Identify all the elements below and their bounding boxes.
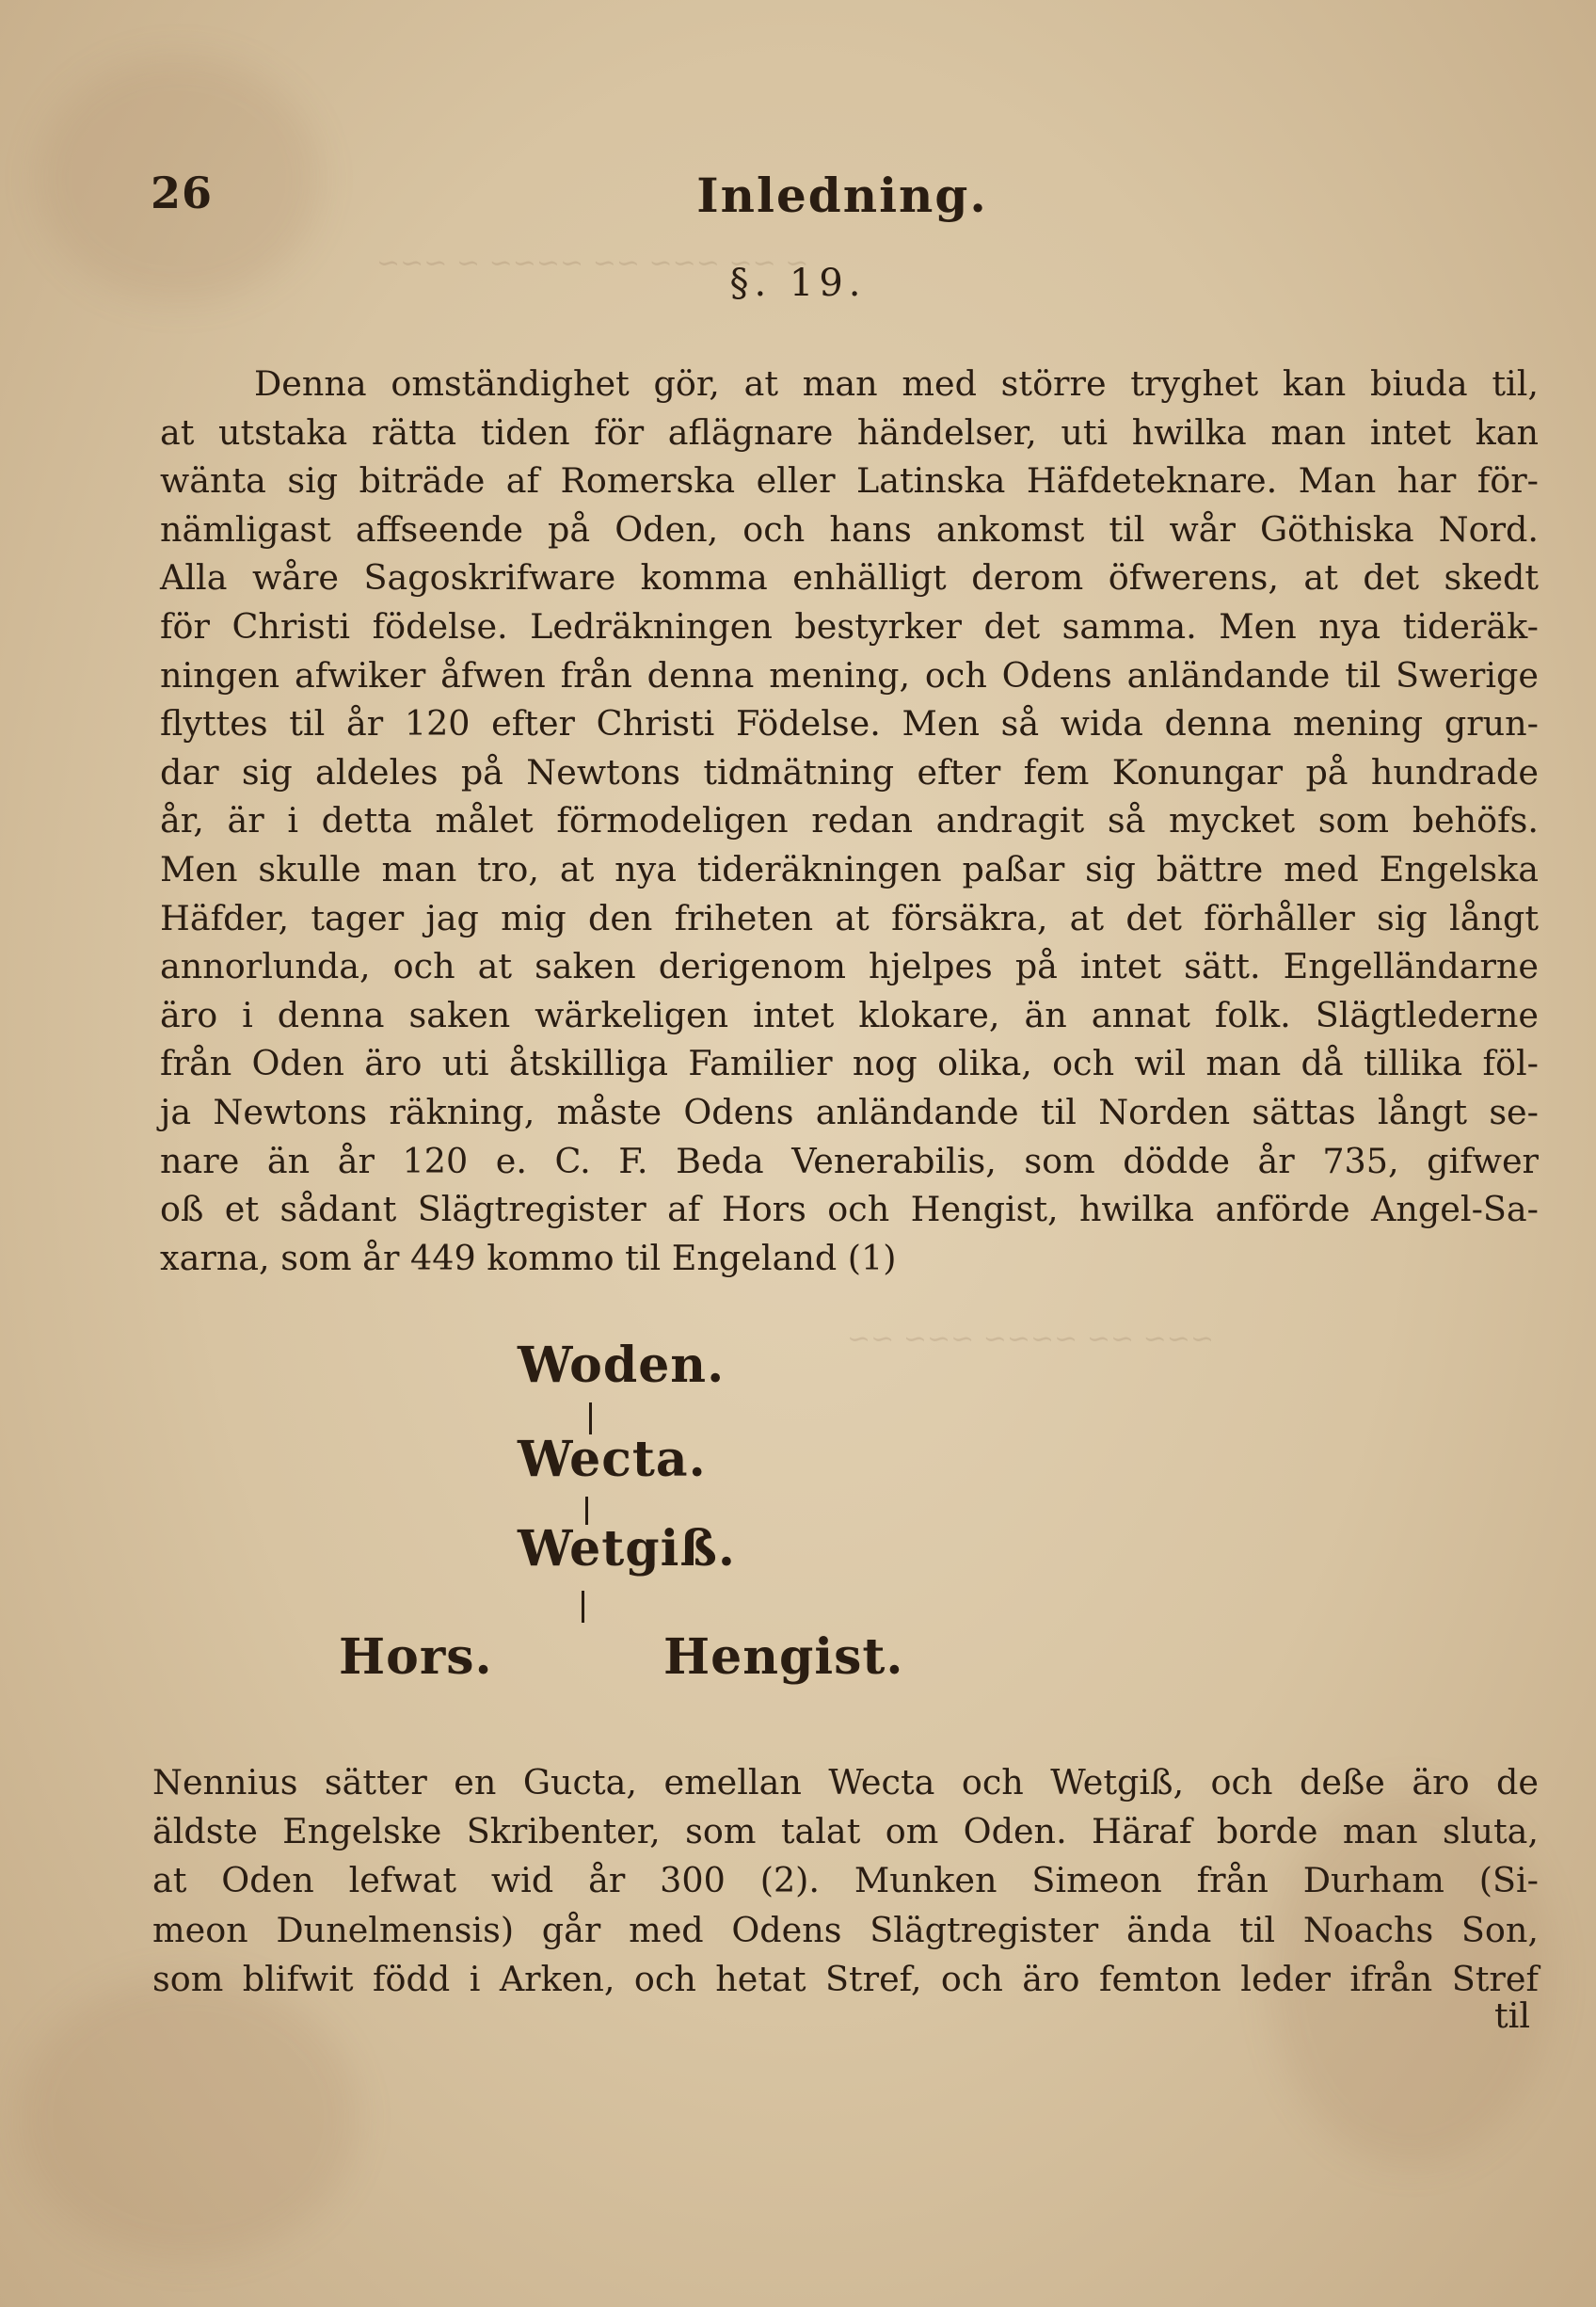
lineage-connector: [589, 1402, 592, 1434]
text-line: flyttes til år 120 efter Christi Födelse. Men så wida denna mening grun-: [160, 703, 1539, 745]
genealogy-name-woden: Woden.: [518, 1337, 726, 1394]
lineage-connector: [582, 1591, 584, 1623]
running-head: Inledning.: [696, 168, 988, 223]
show-through-text: ~~~ ~~ ~~~~ ~~~ ~~: [847, 1322, 1215, 1355]
text-line: Nennius sätter en Gucta, emellan Wecta och Wetgiß, och deße äro de: [152, 1762, 1539, 1802]
show-through-text: ~ ~~ ~~~ ~~ ~~~~ ~ ~~~: [376, 247, 809, 280]
text-line: at utstaka rätta tiden för aflägnare händelser, uti hwilka man intet kan: [160, 411, 1539, 453]
paper-stain: [19, 1977, 358, 2259]
text-line: nare än år 120 e. C. F. Beda Venerabilis, som dödde år 735, gifwer: [160, 1140, 1539, 1181]
section-heading: §. 19.: [729, 262, 867, 305]
text-line: från Oden äro uti åtskilliga Familier nog olika, och wil man då tillika föl-: [160, 1043, 1539, 1084]
text-line: Men skulle man tro, at nya tideräkningen paßar sig bättre med Engelska: [160, 848, 1539, 889]
page-header: [151, 168, 1534, 243]
paragraph-1: [160, 360, 1539, 1282]
text-line: annorlunda, och at saken derigenom hjelpes på intet sätt. Engelländarne: [160, 946, 1539, 987]
text-line: äro i denna saken wärkeligen intet klokare, än annat folk. Slägtlederne: [160, 994, 1539, 1035]
paragraph-2: [152, 1758, 1539, 2004]
genealogy-name-wetgiss: Wetgiß.: [518, 1520, 736, 1578]
text-line: dar sig aldeles på Newtons tidmätning efter fem Konungar på hundrade: [160, 751, 1539, 793]
text-line: ja Newtons räkning, måste Odens anländande til Norden sättas långt se-: [160, 1091, 1539, 1132]
text-line: Denna omständighet gör, at man med större tryghet kan biuda til,: [254, 363, 1539, 404]
text-line: wänta sig biträde af Romerska eller Latinska Häfdeteknare. Man har för-: [160, 460, 1539, 502]
genealogy-name-hengist: Hengist.: [663, 1628, 904, 1686]
genealogy-name-hors: Hors.: [339, 1628, 493, 1686]
text-line: som blifwit född i Arken, och hetat Stref, och äro femton leder ifrån Stref: [152, 1958, 1539, 1999]
text-line: at Oden lefwat wid år 300 (2). Munken Simeon från Durham (Si-: [152, 1860, 1539, 1901]
text-line: Häfder, tager jag mig den friheten at försäkra, at det förhåller sig långt: [160, 897, 1539, 938]
text-line: nämligast affseende på Oden, och hans ankomst til wår Göthiska Nord.: [160, 508, 1539, 550]
text-line: oß et sådant Slägtregister af Hors och Hengist, hwilka anförde Angel-Sa-: [160, 1189, 1539, 1230]
text-line: xarna, som år 449 kommo til Engeland (1): [160, 1237, 897, 1278]
text-line: meon Dunelmensis) går med Odens Slägtregister ända til Noachs Son,: [152, 1909, 1539, 1950]
text-line: äldste Engelske Skribenter, som talat om Oden. Häraf borde man sluta,: [152, 1811, 1539, 1852]
genealogy-name-wecta: Wecta.: [518, 1431, 707, 1488]
catchword: til: [1493, 1995, 1530, 2036]
text-line: ningen afwiker åfwen från denna mening, och Odens anländande til Swerige: [160, 654, 1539, 696]
text-line: år, är i detta målet förmodeligen redan andragit så mycket som behöfs.: [160, 800, 1539, 841]
page-number: 26: [151, 168, 214, 218]
text-line: Alla wåre Sagoskrifware komma enhälligt derom öfwerens, at det skedt: [160, 557, 1539, 599]
genealogy-tree: [339, 1337, 998, 1732]
text-line: för Christi födelse. Ledräkningen bestyrker det samma. Men nya tideräk-: [160, 605, 1539, 647]
